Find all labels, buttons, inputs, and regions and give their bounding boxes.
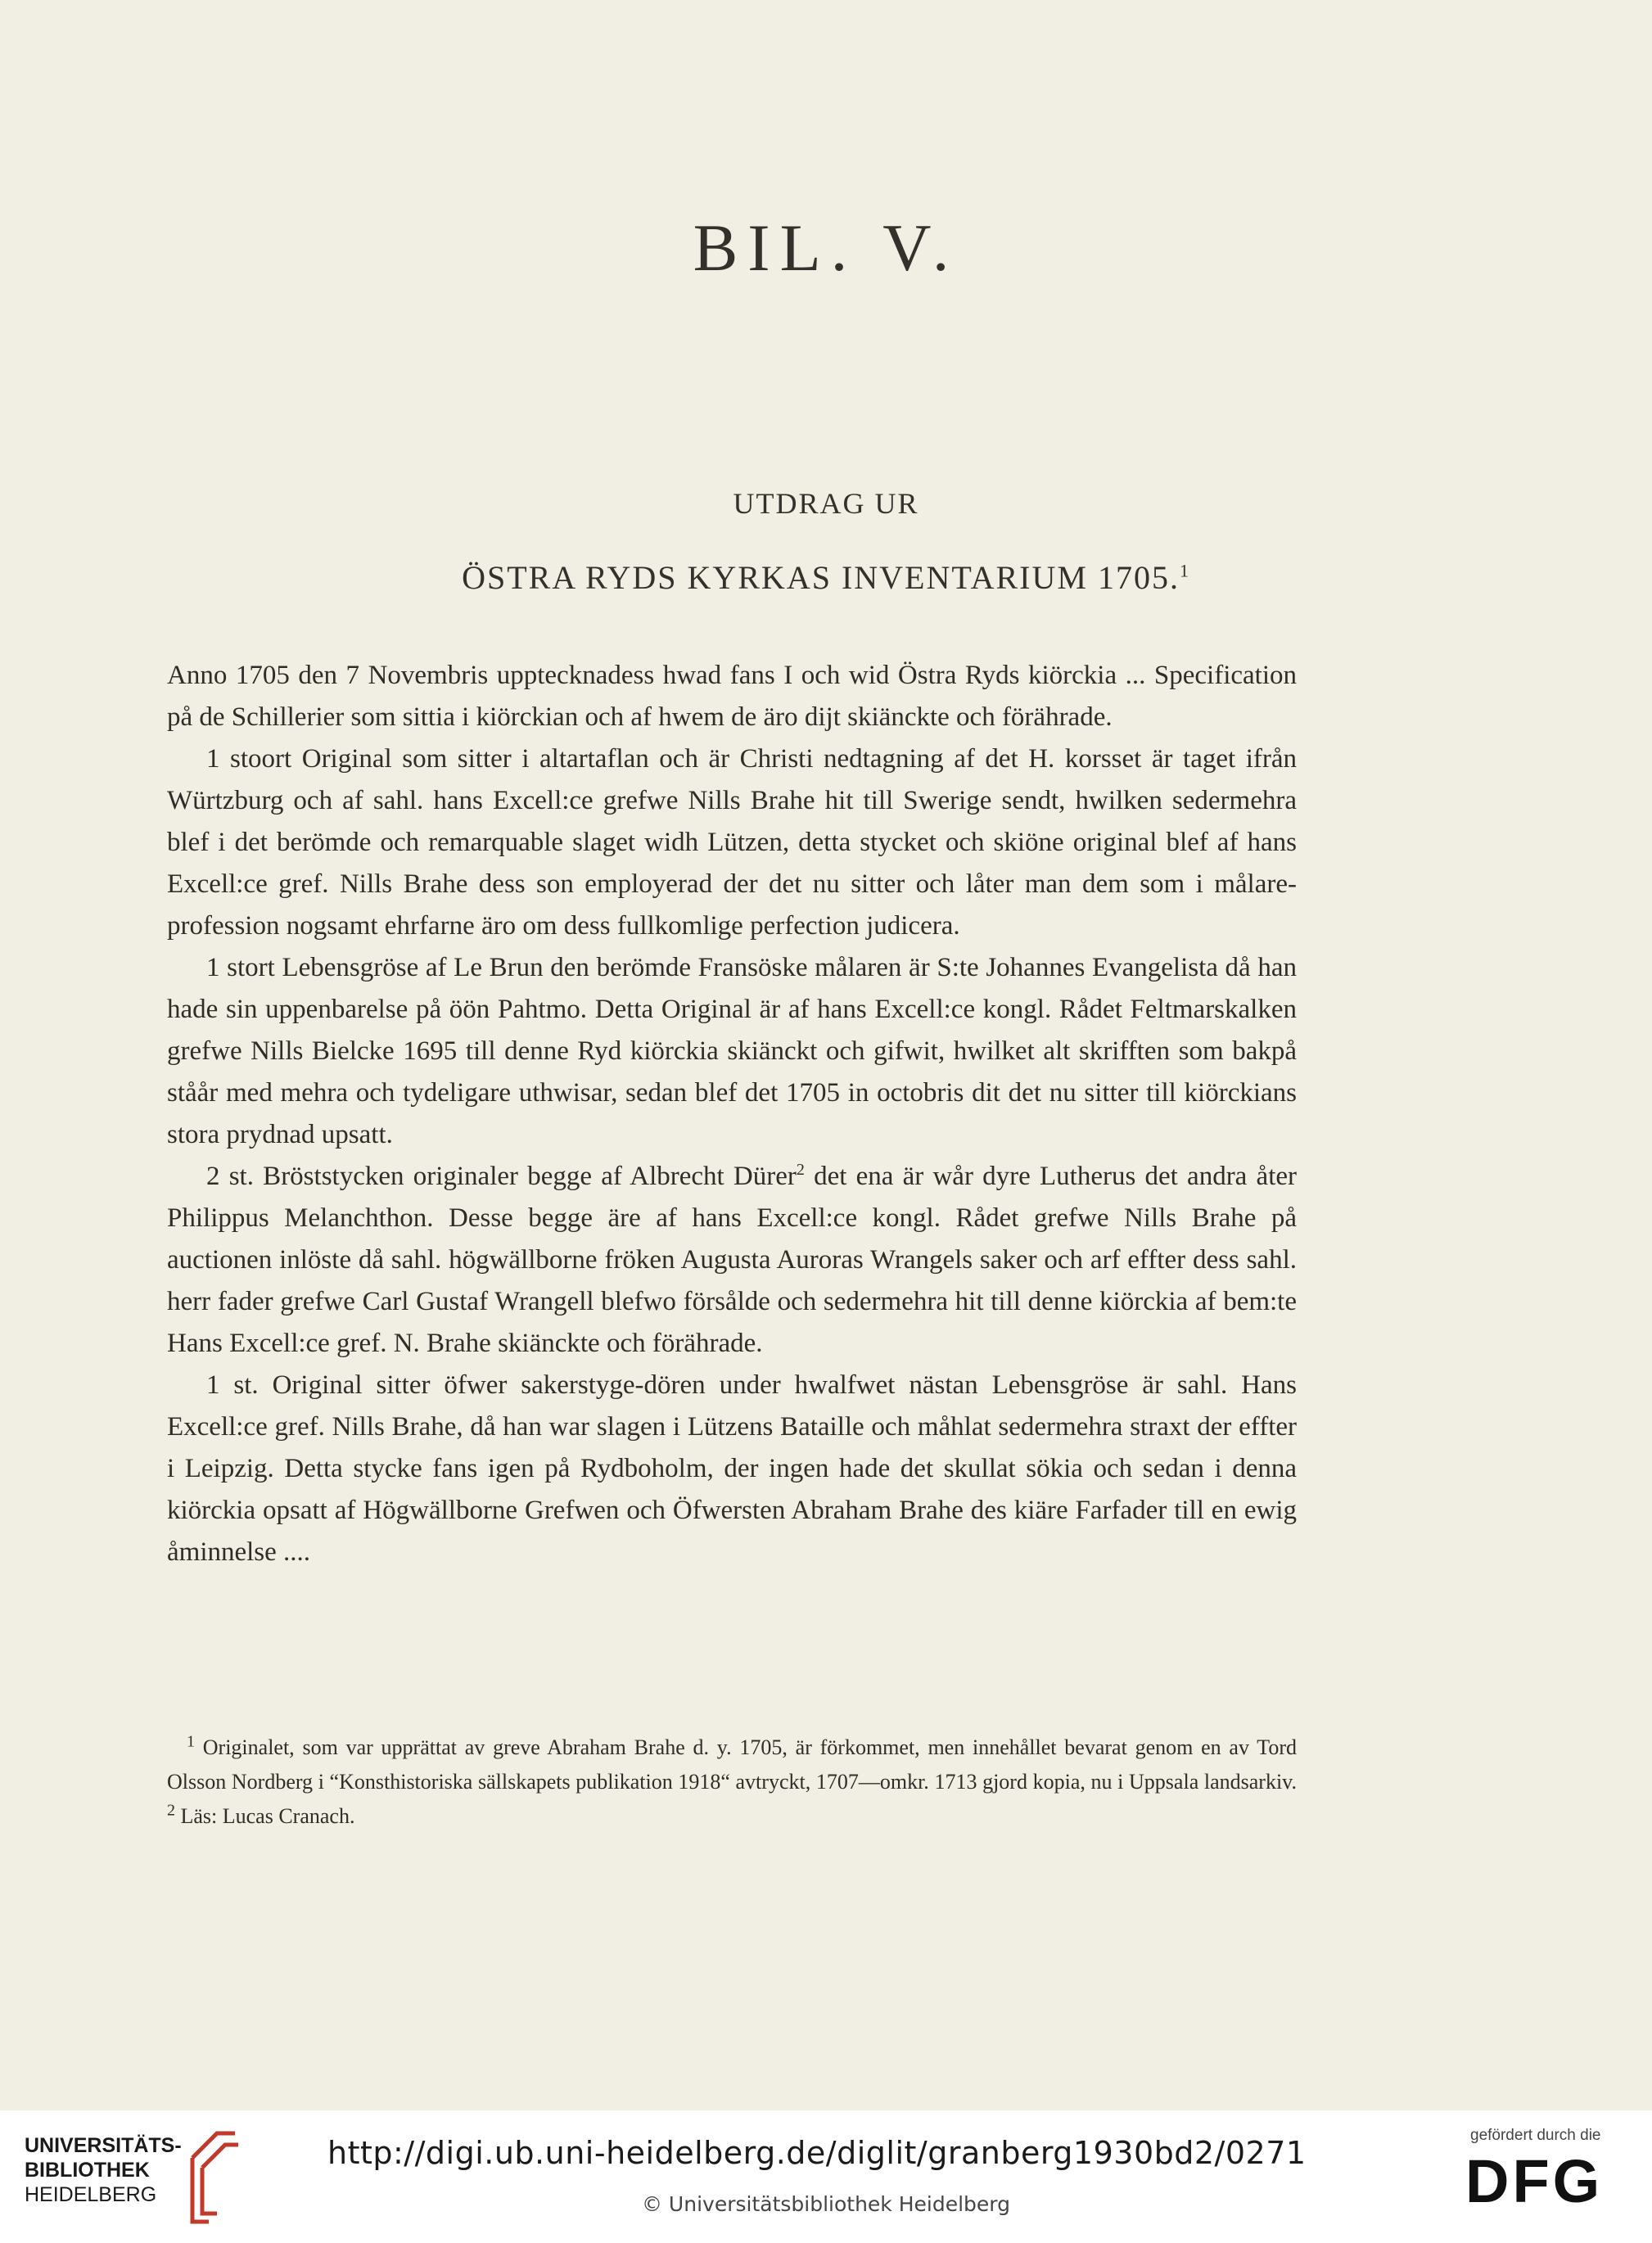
paragraph: 1 st. Original sitter öfwer sakerstyge-dören under hwalfwet nästan Lebensgröse är sahl. Hans Excell:ce gref. Nills Brahe, då han war slagen i Lützens Bataille och måhlat sedermehra straxt der effter i Leipzig. Detta stycke fans igen på Rydboholm, der ingen hade det skullat sökia och sedan i denna kiörckia opsatt af Högwällborne Grefwen och Öfwersten Abraham Brahe des kiäre Farfader till en ewig åminnelse .... bbox=[167, 1370, 1297, 1567]
dfg-logo[interactable]: DFG bbox=[1465, 2147, 1604, 2215]
footnotes bbox=[167, 1731, 1297, 1834]
page-title: BIL. V. bbox=[693, 210, 959, 285]
paragraph: Anno 1705 den 7 Novembris upptecknadess hwad fans I och wid Östra Ryds kiörckia ... Specification på de Schillerier som sittia i kiörckian och af hwem de äro dijt skiänckte och förährade. bbox=[167, 661, 1297, 732]
footnote-text: Originalet, som var upprättat av greve Abraham Brahe d. y. 1705, är förkommet, men innehållet bevarat genom en av Tord Olsson Nordberg i “Konsthistoriska sällskapets publikation 1918“ avtryckt, 1707—omkr. 1713 gjord kopia, nu i Uppsala landsarkiv. bbox=[167, 1735, 1297, 1794]
paragraph: 1 stort Lebensgröse af Le Brun den berömde Fransöske målaren är S:te Johannes Evangelista då han hade sin uppenbarelse på öön Pahtmo. Detta Original är af hans Excell:ce kongl. Rådet Feltmarskalken grefwe Nills Bielcke 1695 till denne Ryd kiörckia skiänckt och gifwit, hwilket alt skrifften som bakpå ståår med mehra och tydeligare uthwisar, sedan blef det 1705 in octobris dit det nu sitter till kiörckians stora prydnad upsatt. bbox=[167, 953, 1297, 1149]
section-subtitle: UTDRAG UR bbox=[733, 487, 919, 520]
body-text bbox=[167, 655, 1297, 1573]
paragraph-durer bbox=[167, 1156, 1297, 1365]
paragraph: 1 stoort Original som sitter i altartaflan och är Christi nedtagning af det H. korsset är taget ifrån Würtzburg och af sahl. hans Excell:ce grefwe Nills Brahe hit till Swerige sendt, hwilken sedermehra blef i det berömde och remarquable slaget widh Lützen, detta stycket och skiöne original blef af hans Excell:ce gref. Nills Brahe dess son employerad der det nu sitter och låter man dem som i målare-profession nogsamt ehrfarne äro om dess fullkomlige perfection judicera. bbox=[167, 744, 1297, 941]
heading-text: ÖSTRA RYDS KYRKAS INVENTARIUM 1705. bbox=[462, 559, 1180, 596]
viewer-footer bbox=[0, 2110, 1652, 2243]
copyright-notice: © Universitätsbibliothek Heidelberg bbox=[641, 2192, 1010, 2216]
logo-line: BIBLIOTHEK bbox=[25, 2159, 150, 2182]
logo-line: HEIDELBERG bbox=[25, 2183, 157, 2206]
permalink-url[interactable]: http://digi.ub.uni-heidelberg.de/diglit/granberg1930bd2/0271 bbox=[327, 2135, 1307, 2171]
footnote-text: Läs: Lucas Cranach. bbox=[175, 1804, 355, 1828]
section-heading bbox=[0, 558, 1652, 597]
logo-line: UNIVERSITÄTS- bbox=[25, 2134, 182, 2157]
funding-caption: gefördert durch die bbox=[1470, 2127, 1601, 2144]
footnote-number: 1 bbox=[187, 1732, 195, 1751]
footnote-marker: 2 bbox=[796, 1161, 805, 1179]
heading-footnote-marker: 1 bbox=[1179, 560, 1190, 581]
paragraph-text: det ena är wår dyre Lutherus det andra åter Philippus Melanchthon. Desse begge äre af hans Excell:ce kongl. Rådet grefwe Nills Brahe på auctionen inlöste då sahl. högwällborne fröken Augusta Auroras Wrangels saker och arf effter dess sahl. herr fader grefwe Carl Gustaf Wrangell blefwo försålde och sedermehra hit till denne kiörckia af bem:te Hans Excell:ce gref. N. Brahe skiänckte och förährade. bbox=[167, 1162, 1297, 1358]
paragraph-text: 2 st. Bröststycken originaler begge af Albrecht Dürer bbox=[206, 1162, 797, 1191]
footnote-number: 2 bbox=[167, 1801, 175, 1820]
